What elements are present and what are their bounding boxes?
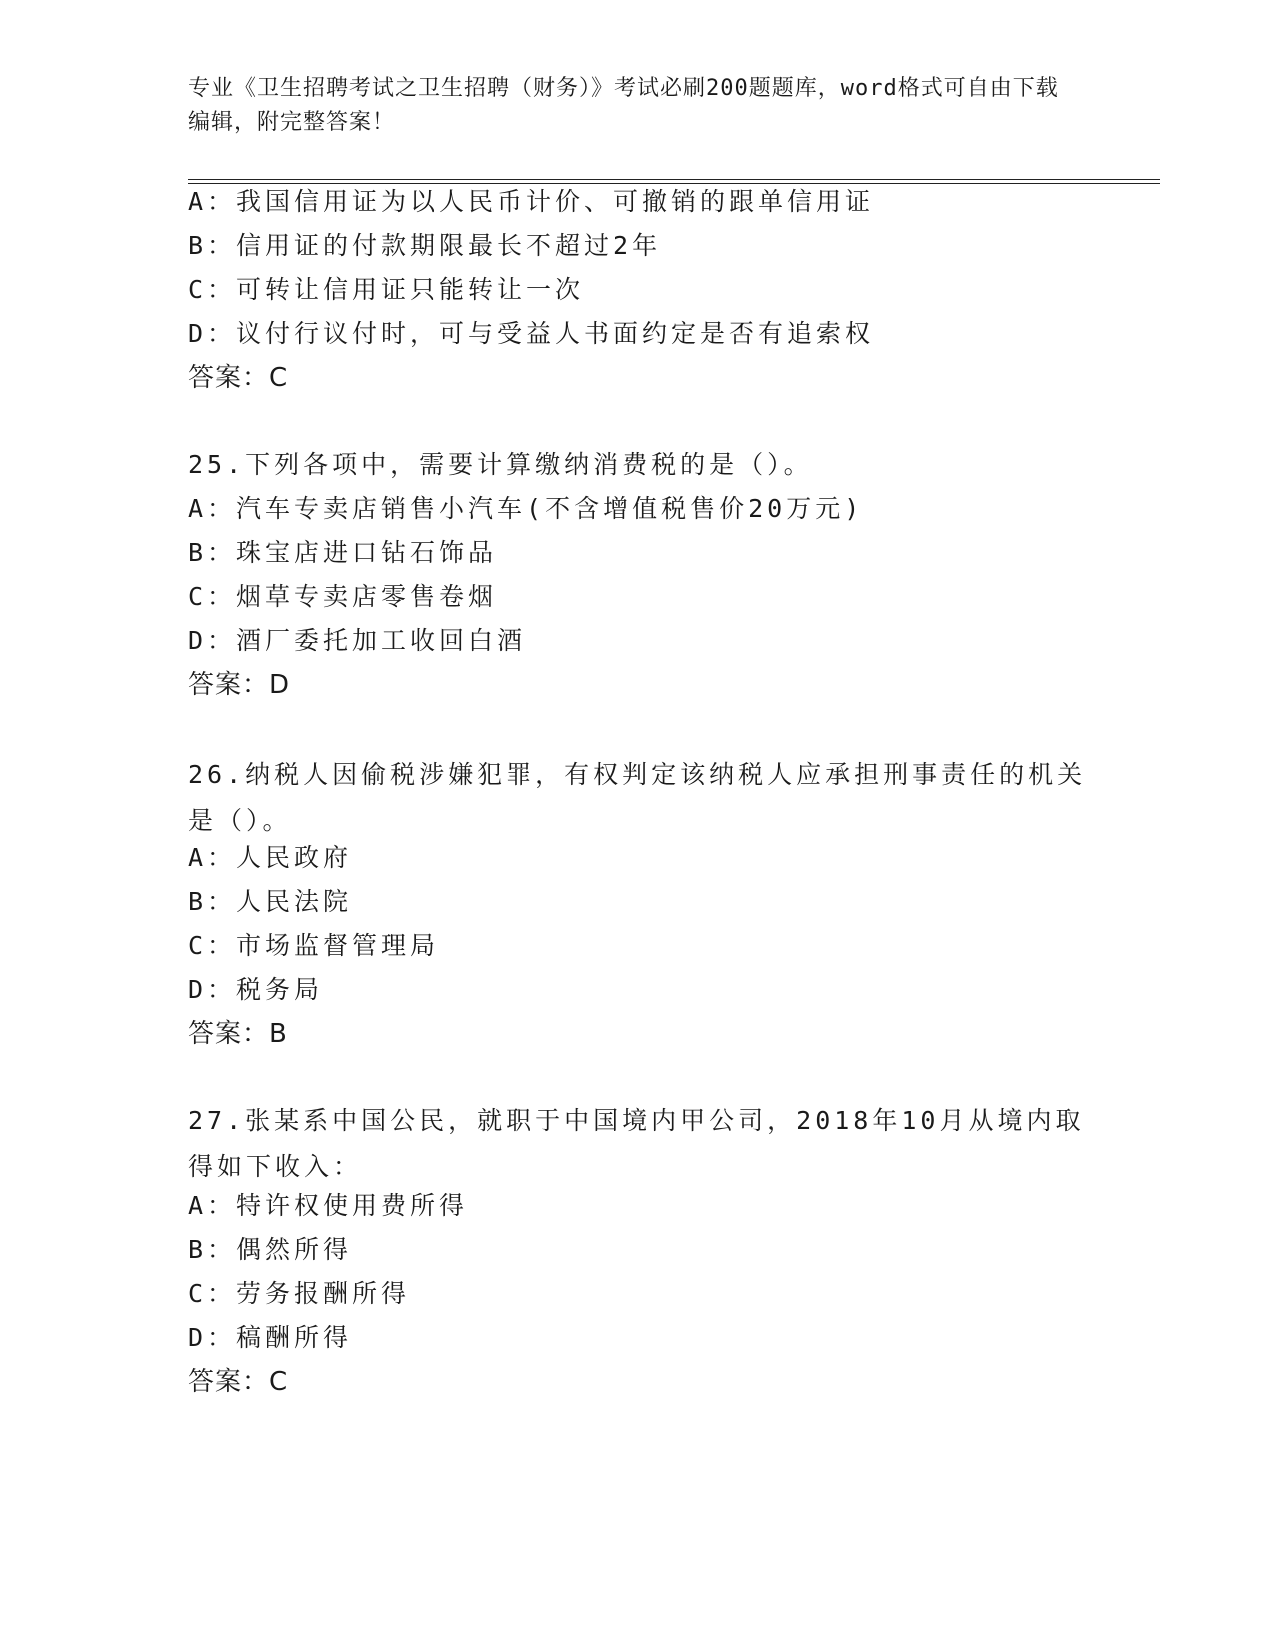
option-a: A：我国信用证为以人民币计价、可撤销的跟单信用证 <box>188 187 875 216</box>
option-c: C：劳务报酬所得 <box>188 1279 411 1308</box>
option-b: B：信用证的付款期限最长不超过2年 <box>188 231 662 260</box>
answer-label: 答案：D <box>188 670 291 700</box>
option-c: C：市场监督管理局 <box>188 931 440 960</box>
answer-label: 答案：C <box>188 363 289 393</box>
option-c: C：烟草专卖店零售卷烟 <box>188 582 498 611</box>
option-d: D：稿酬所得 <box>188 1323 353 1352</box>
question-stem: 27.张某系中国公民，就职于中国境内甲公司，2018年10月从境内取得如下收入： <box>188 1106 1085 1181</box>
option-c: C：可转让信用证只能转让一次 <box>188 275 585 304</box>
answer-label: 答案：C <box>188 1367 289 1397</box>
option-b: B：偶然所得 <box>188 1235 353 1264</box>
option-d: D：税务局 <box>188 975 324 1004</box>
option-b: B：珠宝店进口钻石饰品 <box>188 538 498 567</box>
option-a: A：特许权使用费所得 <box>188 1191 469 1220</box>
option-d: D：议付行议付时，可与受益人书面约定是否有追索权 <box>188 319 875 348</box>
option-b: B：人民法院 <box>188 887 353 916</box>
question-stem: 26.纳税人因偷税涉嫌犯罪，有权判定该纳税人应承担刑事责任的机关是（）。 <box>188 760 1087 835</box>
option-a: A：人民政府 <box>188 843 353 872</box>
option-d: D：酒厂委托加工收回白酒 <box>188 626 527 655</box>
document-header: 专业《卫生招聘考试之卫生招聘（财务）》考试必刷200题题库，word格式可自由下载编辑，附完整答案！ <box>188 76 1059 135</box>
header-rule-bottom <box>188 183 1160 184</box>
option-a: A：汽车专卖店销售小汽车(不含增值税售价20万元) <box>188 494 864 523</box>
question-stem: 25.下列各项中，需要计算缴纳消费税的是（）。 <box>188 450 813 479</box>
header-rule-top <box>188 179 1160 180</box>
answer-label: 答案：B <box>188 1019 288 1049</box>
